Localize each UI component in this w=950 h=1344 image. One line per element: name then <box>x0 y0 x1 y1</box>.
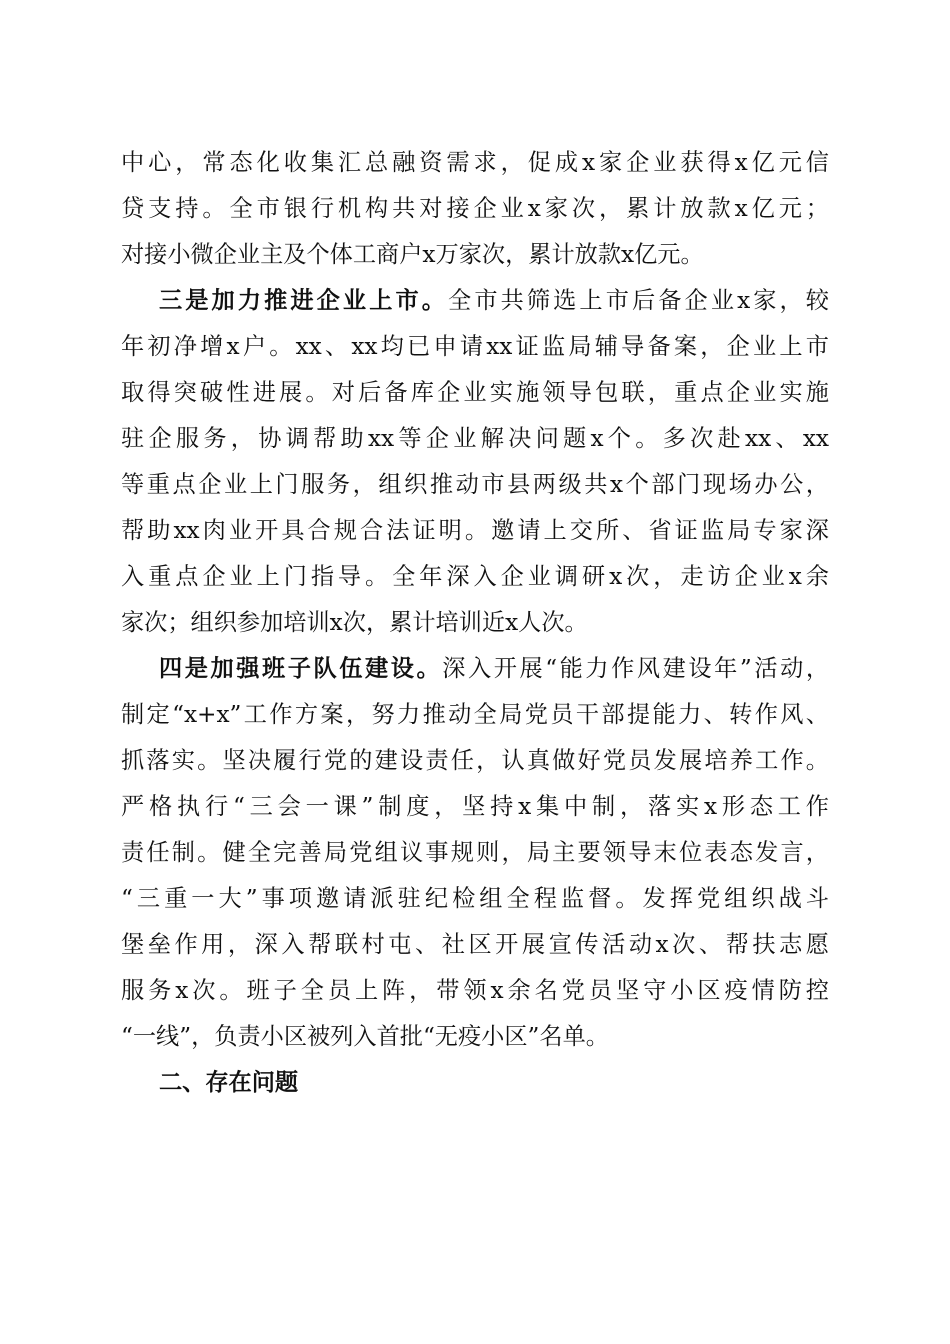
section-heading: 二、存在问题 <box>159 1069 299 1096</box>
paragraph-2-line-2: 年初净增x户。xx、xx均已申请xx证监局辅导备案，企业上市 <box>121 333 829 360</box>
paragraph-3-lead: 四是加强班子队伍建设。 <box>159 655 443 682</box>
paragraph-3-line-4: 严格执行“三会一课”制度，坚持x集中制，落实x形态工作 <box>121 793 829 820</box>
paragraph-1-line-3: 对接小微企业主及个体工商户x万家次，累计放款x亿元。 <box>121 241 704 268</box>
paragraph-3-line-7: 堡垒作用，深入帮联村屯、社区开展宣传活动x次、帮扶志愿 <box>121 931 829 958</box>
paragraph-1-line-1: 中心，常态化收集汇总融资需求，促成x家企业获得x亿元信 <box>121 149 829 176</box>
paragraph-2-first-line-rest: 全市共筛选上市后备企业x家，较 <box>448 287 829 314</box>
paragraph-2-line-5: 等重点企业上门服务，组织推动市县两级共x个部门现场办公， <box>121 471 829 498</box>
paragraph-3-line-2: 制定“x+x”工作方案，努力推动全局党员干部提能力、转作风、 <box>121 701 829 728</box>
paragraph-2-line-7: 入重点企业上门指导。全年深入企业调研x次，走访企业x余 <box>121 563 829 590</box>
paragraph-2-lead: 三是加力推进企业上市。 <box>159 287 449 314</box>
paragraph-3-first-line-rest: 深入开展“能力作风建设年”活动， <box>442 655 830 682</box>
paragraph-2-line-4: 驻企服务，协调帮助xx等企业解决问题x个。多次赴xx、xx <box>121 425 829 452</box>
paragraph-2-line-8: 家次；组织参加培训x次，累计培训近x人次。 <box>121 609 588 636</box>
paragraph-3-line-9: “一线”，负责小区被列入首批“无疫小区”名单。 <box>121 1023 609 1050</box>
paragraph-3-line-1 <box>159 652 829 686</box>
paragraph-2-line-3: 取得突破性进展。对后备库企业实施领导包联，重点企业实施 <box>121 379 829 406</box>
paragraph-2-line-6: 帮助xx肉业开具合规合法证明。邀请上交所、省证监局专家深 <box>121 517 829 544</box>
paragraph-3-line-6: “三重一大”事项邀请派驻纪检组全程监督。发挥党组织战斗 <box>121 885 829 912</box>
paragraph-3-line-8: 服务x次。班子全员上阵，带领x余名党员坚守小区疫情防控 <box>121 977 829 1004</box>
paragraph-3-line-5: 责任制。健全完善局党组议事规则，局主要领导末位表态发言， <box>121 839 829 866</box>
paragraph-2-line-1 <box>159 284 829 318</box>
paragraph-3-line-3: 抓落实。坚决履行党的建设责任，认真做好党员发展培养工作。 <box>121 747 829 774</box>
paragraph-1-line-2: 贷支持。全市银行机构共对接企业x家次，累计放款x亿元； <box>121 195 829 222</box>
